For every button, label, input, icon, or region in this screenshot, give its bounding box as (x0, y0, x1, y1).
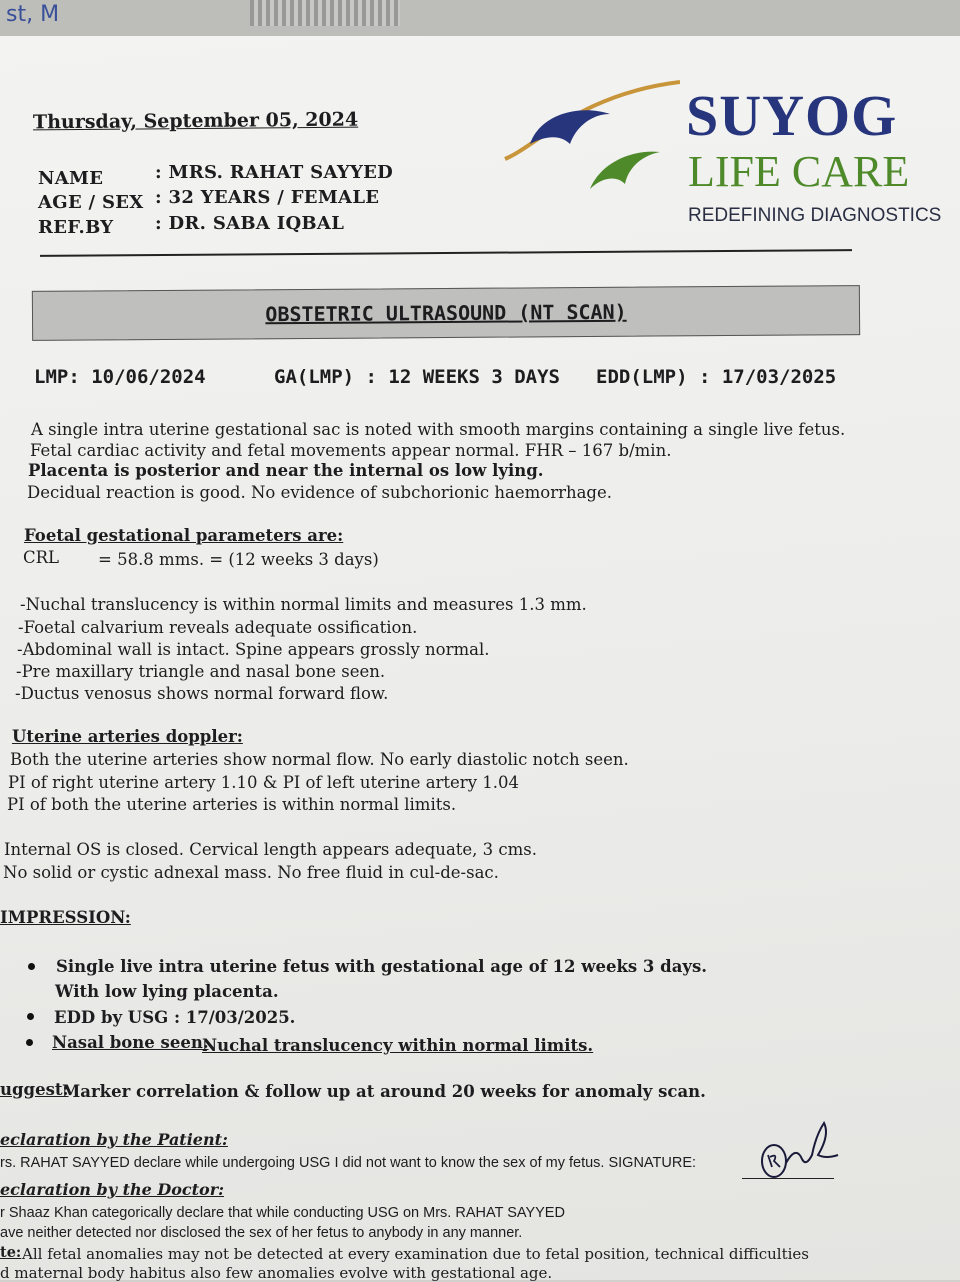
patient-declaration-text: rs. RAHAT SAYYED declare while undergoing USG I did not want to know the sex of my fetus. SIGNATURE: (0, 1155, 697, 1171)
suggest-text: Marker correlation & follow up at around 20 weeks for anomaly scan. (62, 1082, 706, 1101)
doctor-declaration-line: ave neither detected nor disclosed the sex of her fetus to anybody in any manner. (0, 1225, 523, 1241)
doctor-declaration-line: r Shaaz Khan categorically declare that while conducting USG on Mrs. RAHAT SAYYED (0, 1205, 565, 1221)
doppler-heading: Uterine arteries doppler: (12, 727, 243, 746)
observation-line: -Ductus venosus shows normal forward flow. (15, 684, 389, 703)
finding-line: Decidual reaction is good. No evidence of subchorionic haemorrhage. (27, 483, 613, 502)
report-title: OBSTETRIC ULTRASOUND (NT SCAN) (265, 299, 627, 327)
report-date: Thursday, September 05, 2024 (32, 108, 359, 134)
ref-by-value: : DR. SABA IQBAL (155, 213, 345, 234)
crl-label: CRL (23, 548, 60, 567)
brand-tagline: REDEFINING DIAGNOSTICS (688, 205, 942, 226)
doctor-declaration-heading: eclaration by the Doctor: (0, 1180, 225, 1199)
note-line: All fetal anomalies may not be detected at every examination due to fetal position, technical difficulties (22, 1245, 809, 1263)
edd-text: EDD(LMP) : 17/03/2025 (596, 366, 837, 388)
name-label: NAME (38, 168, 104, 189)
brand-name-line2: LIFE CARE (688, 147, 910, 196)
cervix-line: Internal OS is closed. Cervical length appears adequate, 3 cms. (4, 840, 538, 859)
doppler-line: Both the uterine arteries show normal flow. No early diastolic notch seen. (10, 750, 629, 769)
note-label: te: (0, 1244, 22, 1261)
age-sex-label: AGE / SEX (38, 192, 144, 213)
patient-declaration-heading: eclaration by the Patient: (0, 1130, 228, 1149)
finding-line: A single intra uterine gestational sac is noted with smooth margins containing a single live fetus. (31, 420, 846, 439)
impression-bullet1-continued: With low lying placenta. (55, 982, 279, 1001)
patient-signature (756, 1115, 846, 1187)
impression-bullet3-nasal: Nasal bone seen. (52, 1033, 209, 1052)
ref-by-label: REF.BY (38, 217, 114, 238)
observation-line: -Foetal calvarium reveals adequate ossification. (18, 618, 418, 637)
suyog-logo-icon (500, 74, 680, 204)
lmp-text: LMP: 10/06/2024 (34, 366, 206, 388)
observation-line: -Nuchal translucency is within normal limits and measures 1.3 mm. (20, 595, 587, 614)
name-value: : MRS. RAHAT SAYYED (155, 162, 394, 183)
cervix-line: No solid or cystic adnexal mass. No free fluid in cul-de-sac. (3, 863, 499, 882)
bullet-icon (27, 1013, 34, 1020)
suggest-label: uggest: (0, 1080, 69, 1099)
brand-name-line1: SUYOG (686, 83, 898, 148)
impression-heading: IMPRESSION: (0, 908, 131, 927)
finding-line: Fetal cardiac activity and fetal movements appear normal. FHR – 167 b/min. (30, 441, 672, 460)
bullet-icon (26, 1039, 33, 1046)
observation-line: -Pre maxillary triangle and nasal bone seen. (16, 662, 386, 681)
doppler-line: PI of both the uterine arteries is within normal limits. (7, 795, 457, 814)
ga-text: GA(LMP) : 12 WEEKS 3 DAYS (274, 366, 560, 388)
background-desk-strip (0, 0, 960, 40)
parameters-heading: Foetal gestational parameters are: (24, 526, 344, 545)
crl-value: = 58.8 mms. = (12 weeks 3 days) (98, 550, 379, 569)
finding-line-placenta: Placenta is posterior and near the internal os low lying. (28, 461, 544, 480)
handwritten-note: st, M (6, 2, 60, 27)
impression-bullet3-nuchal: Nuchal translucency within normal limits. (202, 1036, 594, 1055)
impression-bullet1: Single live intra uterine fetus with gestational age of 12 weeks 3 days. (56, 957, 708, 976)
note-line: d maternal body habitus also few anomalies evolve with gestational age. (0, 1264, 553, 1282)
bullet-icon (28, 963, 35, 970)
impression-bullet2: EDD by USG : 17/03/2025. (54, 1008, 296, 1027)
binder-coil (250, 0, 400, 26)
observation-line: -Abdominal wall is intact. Spine appears grossly normal. (17, 640, 490, 659)
doppler-line: PI of right uterine artery 1.10 & PI of left uterine artery 1.04 (8, 773, 520, 792)
age-sex-value: : 32 YEARS / FEMALE (155, 187, 380, 208)
report-title-banner (32, 285, 860, 341)
